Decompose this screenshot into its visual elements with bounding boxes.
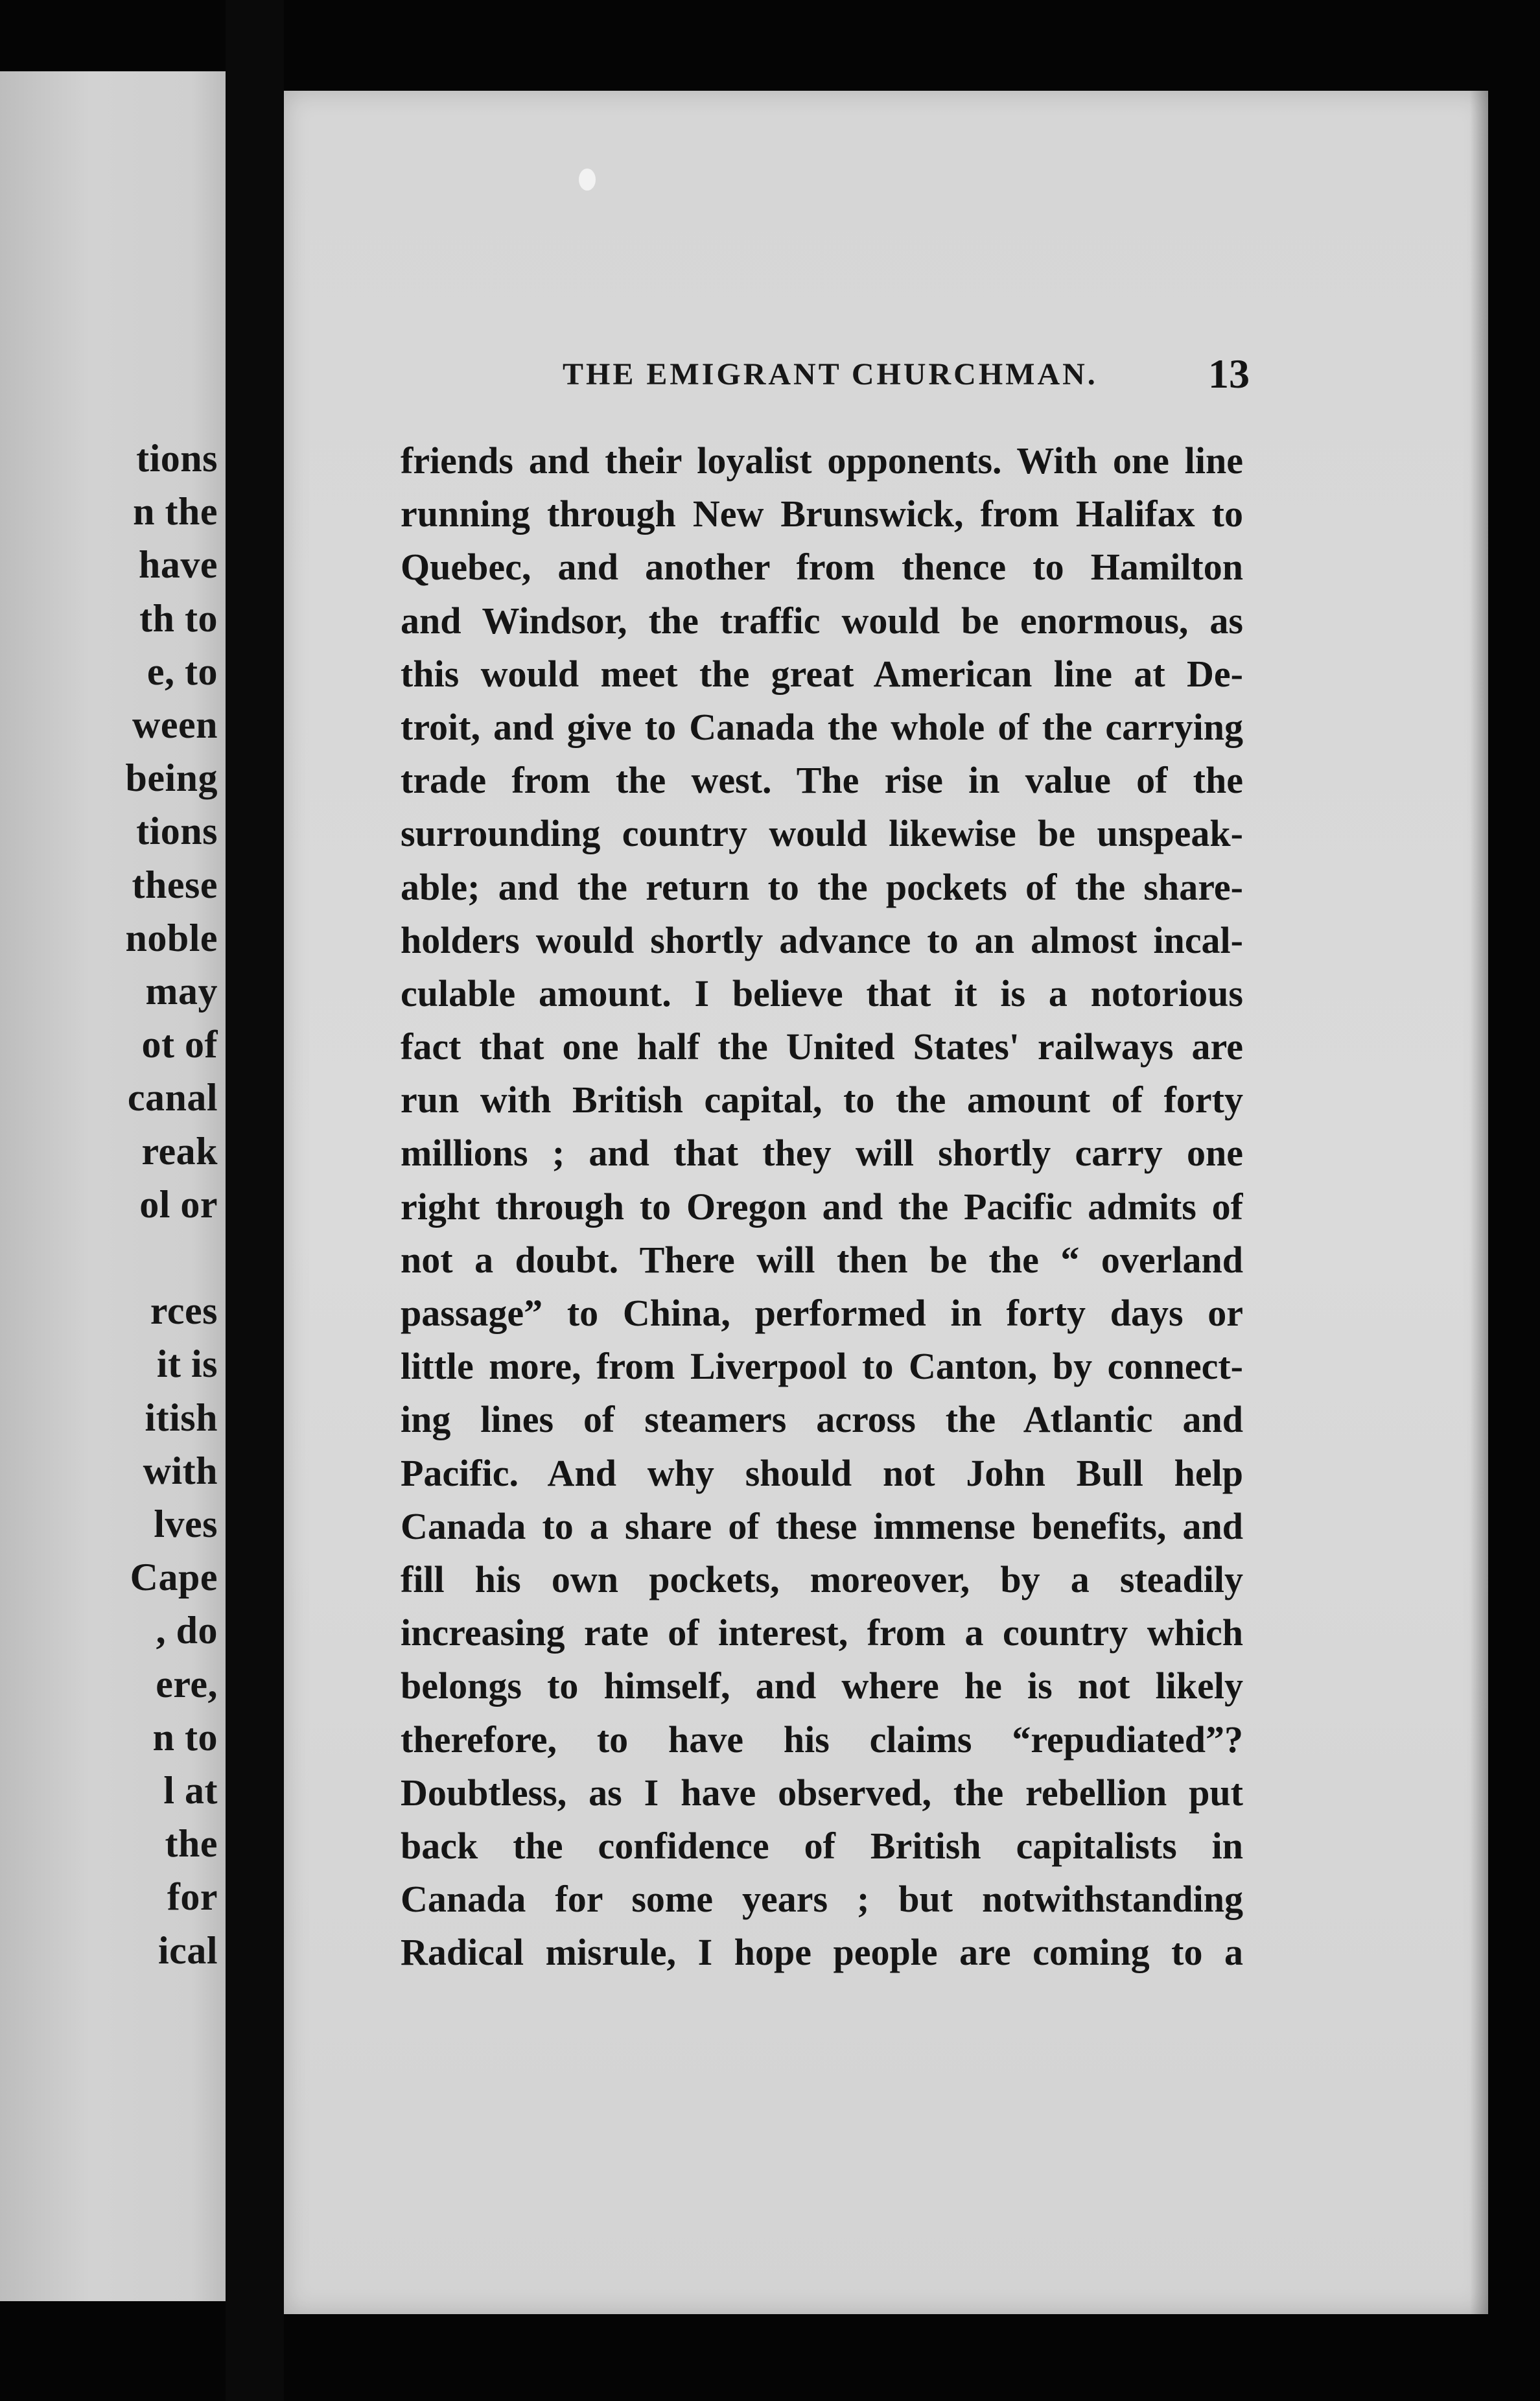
text-line: this would meet the great American line at De- xyxy=(401,652,1243,695)
text-line: right through to Oregon and the Pacific admits of xyxy=(401,1185,1243,1228)
left-page-fragment: noble xyxy=(125,916,218,959)
text-line: little more, from Liverpool to Canton, by connect- xyxy=(401,1345,1243,1388)
left-page-fragment: lves xyxy=(154,1503,218,1545)
text-line: able; and the return to the pockets of the share- xyxy=(401,865,1243,908)
text-line: millions ; and that they will shortly carry one xyxy=(401,1132,1243,1175)
text-line: not a doubt. There will then be the “ overland xyxy=(401,1238,1243,1281)
left-page-fragment: may xyxy=(145,970,218,1013)
text-line: belongs to himself, and where he is not likely xyxy=(401,1665,1243,1707)
text-line: surrounding country would likewise be unspeak- xyxy=(401,812,1243,855)
left-page-fragment: being xyxy=(125,756,218,800)
left-page-fragment: tions xyxy=(136,437,218,480)
left-page-fragment: itish xyxy=(145,1396,218,1439)
left-page-fragment: rces xyxy=(150,1289,218,1333)
left-page-fragment: for xyxy=(167,1875,218,1919)
text-line: Radical misrule, I hope people are coming to a xyxy=(401,1931,1243,1974)
text-line: fill his own pockets, moreover, by a steadily xyxy=(401,1558,1243,1600)
text-line: fact that one half the United States' railways are xyxy=(401,1025,1243,1068)
left-page-fragment: n the xyxy=(133,490,218,533)
book-page xyxy=(284,91,1488,2314)
text-line: friends and their loyalist opponents. With one line xyxy=(401,439,1243,482)
left-page-fragment: ere, xyxy=(156,1662,218,1705)
text-line: Pacific. And why should not John Bull help xyxy=(401,1451,1243,1494)
left-page-fragment: th to xyxy=(139,596,218,640)
left-page-fragment: it is xyxy=(156,1342,218,1386)
running-head-title: THE EMIGRANT CHURCHMAN. xyxy=(563,357,1098,392)
text-line: Quebec, and another from thence to Hamilton xyxy=(401,546,1243,589)
left-page-fragment: have xyxy=(139,543,218,587)
left-page-fragment: the xyxy=(165,1822,218,1866)
text-line: troit, and give to Canada the whole of the carrying xyxy=(401,705,1243,748)
text-line: therefore, to have his claims “repudiated”? xyxy=(401,1718,1243,1761)
page-number: 13 xyxy=(1208,351,1250,397)
text-line: run with British capital, to the amount of forty xyxy=(401,1079,1243,1121)
text-line: passage” to China, performed in forty days or xyxy=(401,1292,1243,1334)
text-line: trade from the west. The rise in value of the xyxy=(401,759,1243,802)
left-page-fragment: Cape xyxy=(130,1556,218,1599)
text-line: increasing rate of interest, from a country which xyxy=(401,1611,1243,1654)
book-gutter xyxy=(226,0,284,2401)
left-page-fragment: e, to xyxy=(146,650,218,693)
paper-speck xyxy=(579,169,596,191)
text-line: Doubtless, as I have observed, the rebellion put xyxy=(401,1771,1243,1814)
left-page-fragment: with xyxy=(143,1449,218,1492)
left-page-fragment: ot of xyxy=(141,1023,218,1066)
text-line: ing lines of steamers across the Atlantic and xyxy=(401,1398,1243,1441)
running-head xyxy=(563,350,1250,408)
left-page-fragment: tions xyxy=(136,810,218,853)
text-line: and Windsor, the traffic would be enormous, as xyxy=(401,599,1243,642)
body-text xyxy=(401,434,1243,1979)
text-line: back the confidence of British capitalists in xyxy=(401,1824,1243,1867)
text-line: running through New Brunswick, from Halifax to xyxy=(401,493,1243,535)
text-line: Canada for some years ; but notwithstanding xyxy=(401,1878,1243,1921)
text-line: holders would shortly advance to an almost incal- xyxy=(401,919,1243,961)
left-page-fragment: canal xyxy=(127,1076,218,1119)
left-facing-page xyxy=(0,71,226,2301)
left-page-fragment: ween xyxy=(132,703,218,746)
left-page-fragment: n to xyxy=(152,1715,218,1759)
left-page-fragment: , do xyxy=(156,1609,218,1652)
left-page-fragment: ol or xyxy=(139,1182,218,1226)
left-page-fragment: these xyxy=(132,863,218,906)
left-page-fragment: ical xyxy=(158,1928,218,1972)
left-page-fragment: l at xyxy=(163,1769,218,1812)
text-line: Canada to a share of these immense benefits, and xyxy=(401,1505,1243,1547)
text-line: culable amount. I believe that it is a notorious xyxy=(401,972,1243,1014)
left-page-fragment: reak xyxy=(141,1129,218,1173)
